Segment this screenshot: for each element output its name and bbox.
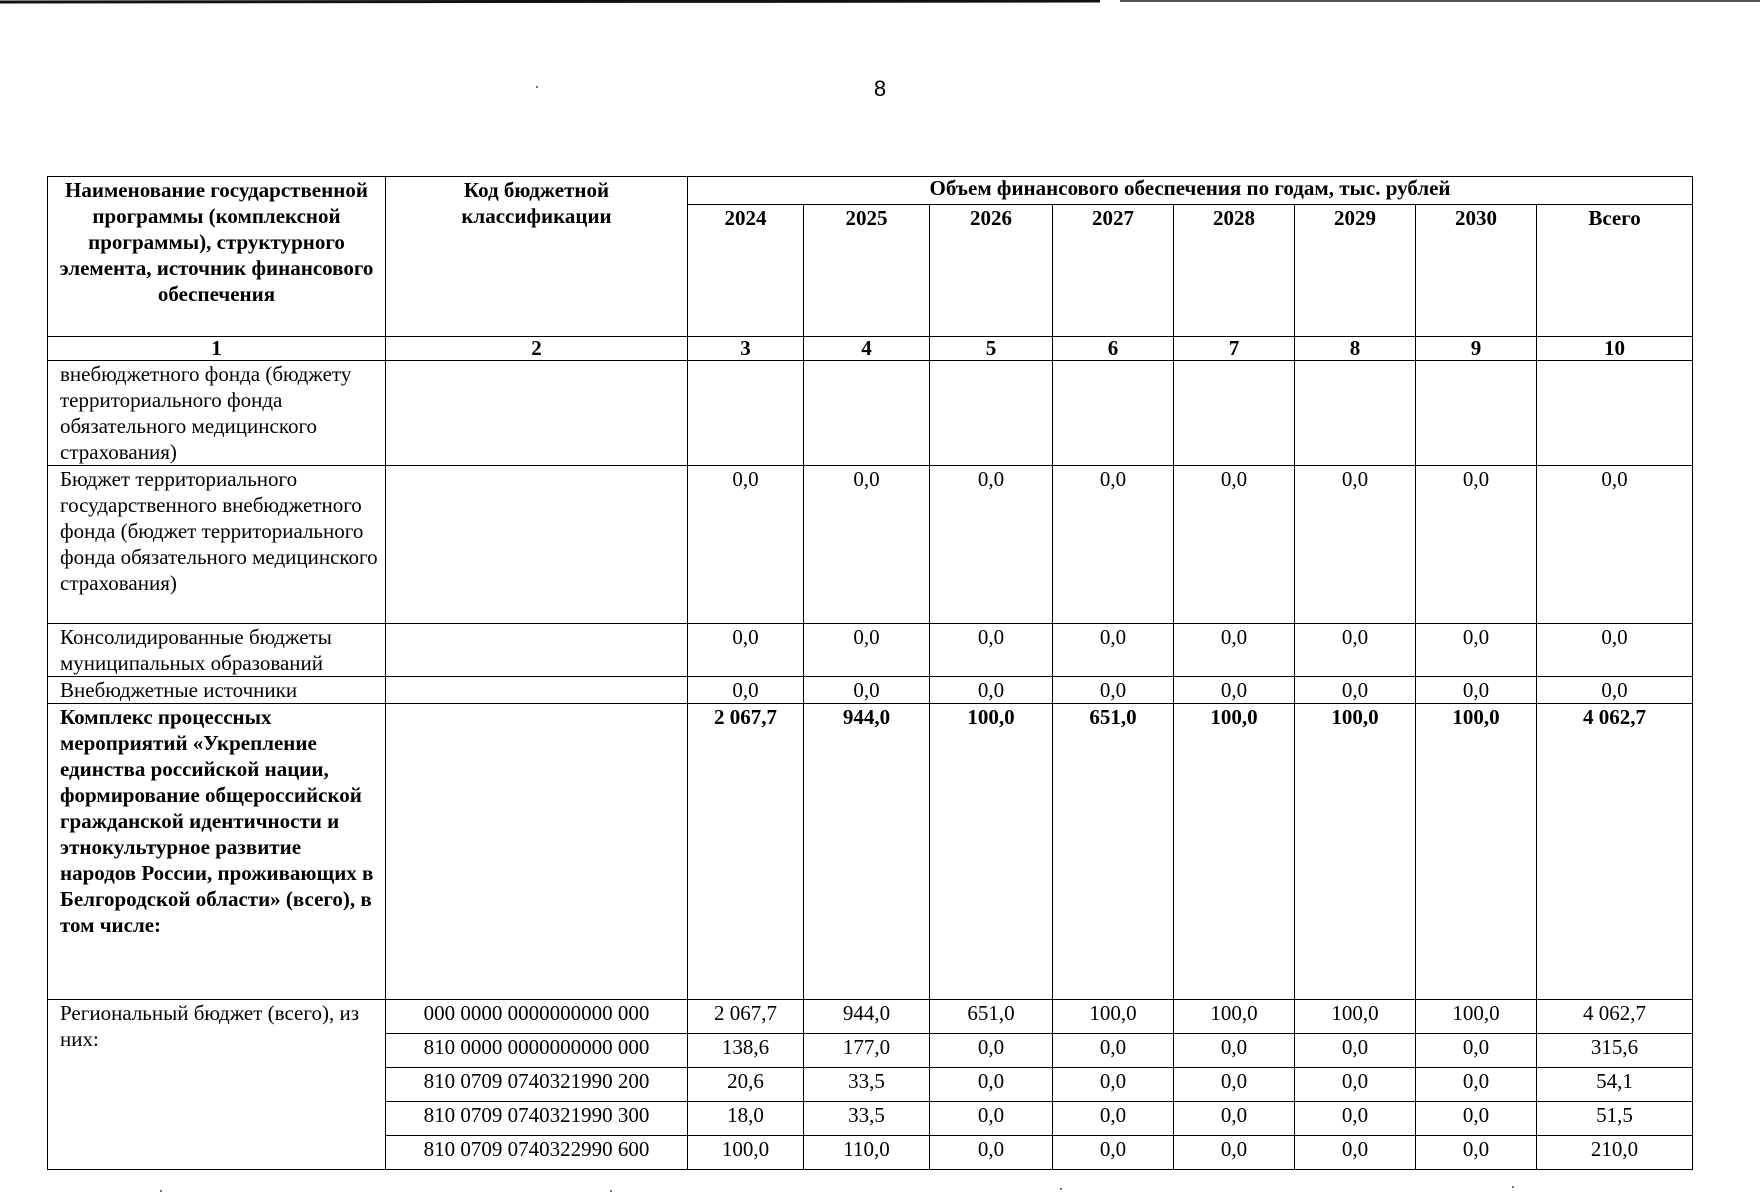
value-cell: 0,0 <box>1295 466 1416 624</box>
value-cell: 0,0 <box>1295 677 1416 704</box>
table-row <box>48 624 1693 677</box>
header-year-2027: 2027 <box>1053 205 1174 337</box>
value-cell: 2 067,7 <box>688 1000 804 1034</box>
value-cell: 0,0 <box>1295 1034 1416 1068</box>
column-index: 9 <box>1416 337 1537 361</box>
scan-speck <box>1512 1186 1514 1188</box>
value-cell: 651,0 <box>930 1000 1053 1034</box>
row-code: 810 0000 0000000000 000 <box>386 1034 688 1068</box>
scan-speck <box>536 86 538 88</box>
value-cell: 0,0 <box>1053 1102 1174 1136</box>
value-cell: 110,0 <box>804 1136 930 1170</box>
row-code <box>386 466 688 624</box>
value-cell: 0,0 <box>1416 677 1537 704</box>
column-index: 1 <box>48 337 386 361</box>
column-index-row <box>48 337 1693 361</box>
header-year-2030: 2030 <box>1416 205 1537 337</box>
value-cell: 0,0 <box>1174 677 1295 704</box>
value-cell: 4 062,7 <box>1537 1000 1693 1034</box>
row-code <box>386 361 688 466</box>
value-cell: 0,0 <box>1537 677 1693 704</box>
value-cell: 100,0 <box>1416 1000 1537 1034</box>
table-row <box>48 466 1693 624</box>
value-cell: 0,0 <box>1174 624 1295 677</box>
value-cell: 0,0 <box>1053 1068 1174 1102</box>
value-cell: 100,0 <box>1295 1000 1416 1034</box>
column-index: 4 <box>804 337 930 361</box>
row-name: Консолидированные бюджеты муниципальных образований <box>48 624 386 677</box>
value-cell <box>1416 361 1537 466</box>
column-index: 10 <box>1537 337 1693 361</box>
value-cell: 0,0 <box>1416 1102 1537 1136</box>
value-cell <box>1053 361 1174 466</box>
row-code: 810 0709 0740321990 200 <box>386 1068 688 1102</box>
value-cell: 138,6 <box>688 1034 804 1068</box>
row-name: Внебюджетные источники <box>48 677 386 704</box>
value-cell: 33,5 <box>804 1102 930 1136</box>
value-cell: 0,0 <box>804 677 930 704</box>
value-cell: 0,0 <box>688 624 804 677</box>
table-row <box>48 1000 1693 1034</box>
row-code <box>386 624 688 677</box>
value-cell: 0,0 <box>930 466 1053 624</box>
value-cell: 0,0 <box>930 1034 1053 1068</box>
value-cell <box>930 361 1053 466</box>
value-cell: 33,5 <box>804 1068 930 1102</box>
header-year-2029: 2029 <box>1295 205 1416 337</box>
value-cell <box>1174 361 1295 466</box>
scan-speck <box>1060 1188 1062 1190</box>
value-cell: 0,0 <box>1053 466 1174 624</box>
value-cell: 0,0 <box>804 466 930 624</box>
value-cell: 0,0 <box>1416 1068 1537 1102</box>
value-cell: 100,0 <box>1174 1000 1295 1034</box>
value-cell: 0,0 <box>1053 1034 1174 1068</box>
value-cell: 177,0 <box>804 1034 930 1068</box>
value-cell <box>688 361 804 466</box>
value-cell: 315,6 <box>1537 1034 1693 1068</box>
value-cell: 2 067,7 <box>688 704 804 1000</box>
financing-table <box>47 176 1693 1170</box>
header-volume-cell: Объем финансового обеспечения по годам, тыс. рублей <box>688 177 1693 205</box>
value-cell <box>804 361 930 466</box>
value-cell: 944,0 <box>804 1000 930 1034</box>
header-code-cell: Код бюджетной классификации <box>386 177 688 337</box>
value-cell: 0,0 <box>1295 624 1416 677</box>
value-cell: 0,0 <box>1174 1136 1295 1170</box>
page-number: 8 <box>873 76 887 101</box>
value-cell: 20,6 <box>688 1068 804 1102</box>
value-cell: 0,0 <box>688 466 804 624</box>
column-index: 5 <box>930 337 1053 361</box>
row-code <box>386 677 688 704</box>
value-cell: 0,0 <box>1174 1034 1295 1068</box>
row-name: Бюджет территориального государственного внебюджетного фонда (бюджет территориального фонда обязательного медицинского страхования) <box>48 466 386 624</box>
value-cell: 0,0 <box>1295 1102 1416 1136</box>
column-index: 7 <box>1174 337 1295 361</box>
value-cell: 4 062,7 <box>1537 704 1693 1000</box>
value-cell: 51,5 <box>1537 1102 1693 1136</box>
row-code: 810 0709 0740321990 300 <box>386 1102 688 1136</box>
value-cell: 0,0 <box>1537 466 1693 624</box>
value-cell: 0,0 <box>1053 624 1174 677</box>
value-cell: 18,0 <box>688 1102 804 1136</box>
value-cell: 0,0 <box>930 1136 1053 1170</box>
value-cell: 210,0 <box>1537 1136 1693 1170</box>
value-cell: 0,0 <box>930 624 1053 677</box>
value-cell: 100,0 <box>1053 1000 1174 1034</box>
value-cell: 0,0 <box>930 1068 1053 1102</box>
table-row <box>48 361 1693 466</box>
value-cell: 0,0 <box>1416 466 1537 624</box>
value-cell: 100,0 <box>688 1136 804 1170</box>
scan-speck <box>610 1190 612 1192</box>
header-year-2026: 2026 <box>930 205 1053 337</box>
column-index: 6 <box>1053 337 1174 361</box>
value-cell: 0,0 <box>1416 1136 1537 1170</box>
header-year-2024: 2024 <box>688 205 804 337</box>
scan-speck <box>160 1190 162 1192</box>
header-total: Всего <box>1537 205 1693 337</box>
header-year-2028: 2028 <box>1174 205 1295 337</box>
header-name-cell: Наименование государственной программы (комплексной программы), структурного элемента, источник финансового обеспечения <box>48 177 386 337</box>
value-cell: 100,0 <box>1174 704 1295 1000</box>
value-cell: 100,0 <box>930 704 1053 1000</box>
value-cell <box>1537 361 1693 466</box>
header-year-2025: 2025 <box>804 205 930 337</box>
row-name: внебюджетного фонда (бюджету территориального фонда обязательного медицинского страхования) <box>48 361 386 466</box>
value-cell: 0,0 <box>930 1102 1053 1136</box>
scan-edge-line <box>1120 0 1760 2</box>
value-cell: 0,0 <box>1416 624 1537 677</box>
column-index: 3 <box>688 337 804 361</box>
row-name: Комплекс процессных мероприятий «Укрепление единства российской нации, формирование общероссийской гражданской идентичности и этнокультурное развитие народов России, проживающих в Белгородской области» (всего), в том числе: <box>48 704 386 1000</box>
value-cell: 0,0 <box>1174 1102 1295 1136</box>
table-row <box>48 704 1693 1000</box>
value-cell: 54,1 <box>1537 1068 1693 1102</box>
value-cell: 0,0 <box>1053 1136 1174 1170</box>
value-cell: 0,0 <box>804 624 930 677</box>
row-code <box>386 704 688 1000</box>
value-cell: 0,0 <box>930 677 1053 704</box>
scan-edge-line <box>0 0 1100 3</box>
value-cell: 100,0 <box>1416 704 1537 1000</box>
column-index: 2 <box>386 337 688 361</box>
row-code: 810 0709 0740322990 600 <box>386 1136 688 1170</box>
value-cell: 0,0 <box>688 677 804 704</box>
value-cell: 0,0 <box>1295 1136 1416 1170</box>
value-cell: 0,0 <box>1295 1068 1416 1102</box>
row-name: Региональный бюджет (всего), из них: <box>48 1000 386 1170</box>
value-cell: 0,0 <box>1174 1068 1295 1102</box>
value-cell: 0,0 <box>1174 466 1295 624</box>
row-code: 000 0000 0000000000 000 <box>386 1000 688 1034</box>
value-cell: 944,0 <box>804 704 930 1000</box>
value-cell: 0,0 <box>1053 677 1174 704</box>
value-cell: 651,0 <box>1053 704 1174 1000</box>
table-row <box>48 677 1693 704</box>
value-cell <box>1295 361 1416 466</box>
column-index: 8 <box>1295 337 1416 361</box>
value-cell: 100,0 <box>1295 704 1416 1000</box>
value-cell: 0,0 <box>1416 1034 1537 1068</box>
value-cell: 0,0 <box>1537 624 1693 677</box>
